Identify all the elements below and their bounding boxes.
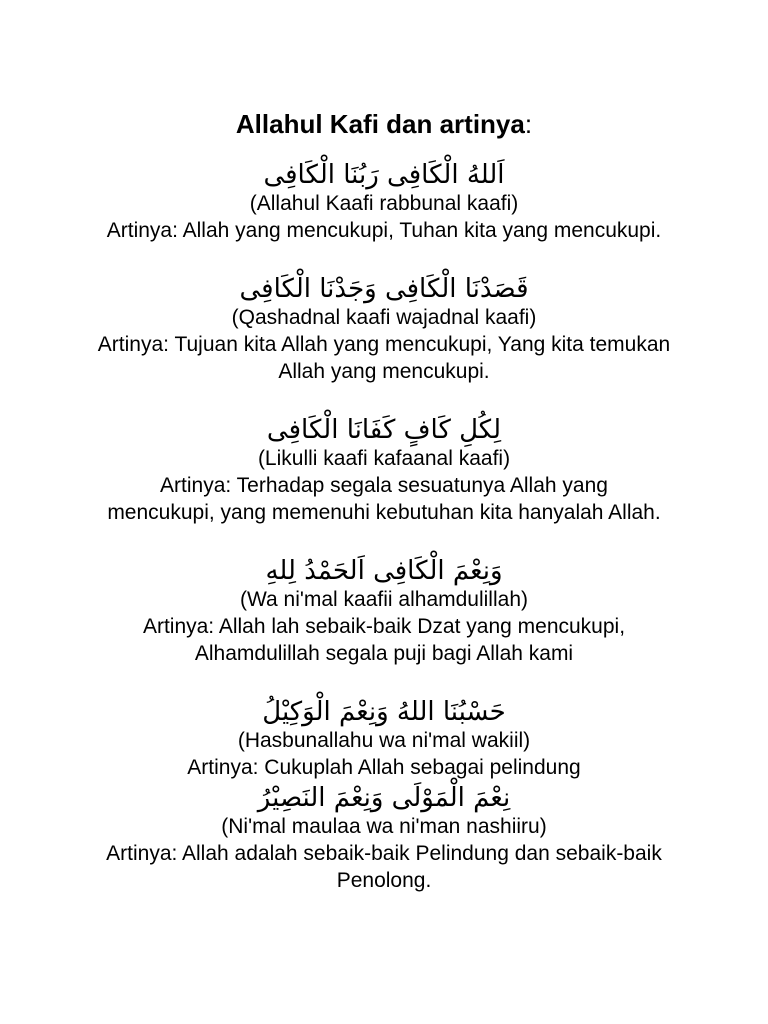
verse-transliteration: (Qashadnal kaafi wajadnal kaafi): [231, 306, 537, 329]
verse-4: [60, 554, 708, 667]
verse-meaning: Artinya: Tujuan kita Allah yang mencukupi, Yang kita temukan Allah yang mencukupi.: [97, 333, 671, 383]
verse-transliteration: (Allahul Kaafi rabbunal kaafi): [249, 192, 519, 215]
verse-2: [60, 272, 708, 385]
verse-3: [60, 413, 708, 526]
verse-arabic: نِعْمَ الْمَوْلَى وَنِعْمَ النَصِيْرُ: [257, 783, 511, 813]
verse-meaning: Artinya: Allah lah sebaik-baik Dzat yang mencukupi, Alhamdulillah segala puji bagi Allah kami: [142, 615, 626, 665]
verse-arabic: قَصَدْنَا الْكَافِى وَجَدْنَا الْكَافِى: [239, 274, 529, 304]
verse-transliteration: (Ni'mal maulaa wa ni'man nashiiru): [221, 815, 547, 838]
verse-6: [60, 781, 708, 894]
verse-5: [60, 695, 708, 781]
verse-arabic: لِكُلِ كَافٍ كَفَانَا الْكَافِى: [266, 415, 502, 445]
verse-meaning: Artinya: Allah yang mencukupi, Tuhan kita yang mencukupi.: [106, 219, 662, 242]
title-text: Allahul Kafi dan artinya: [235, 109, 525, 139]
verse-arabic: اَللهُ الْكَافِى رَبُنَا الْكَافِى: [263, 160, 505, 190]
verse-1: [60, 158, 708, 244]
verse-meaning: Artinya: Allah adalah sebaik-baik Pelindung dan sebaik-baik Penolong.: [106, 842, 662, 892]
title-colon: :: [524, 109, 533, 139]
verse-meaning: Artinya: Cukuplah Allah sebagai pelindung: [187, 756, 581, 779]
verse-arabic: وَنِعْمَ الْكَافِى اَلحَمْدُ لِلهِ: [265, 556, 503, 586]
verse-arabic: حَسْبُنَا اللهُ وَنِعْمَ الْوَكِيْلُ: [262, 697, 506, 727]
document-title: [60, 106, 708, 142]
verse-transliteration: (Wa ni'mal kaafii alhamdulillah): [239, 588, 528, 611]
verse-transliteration: (Likulli kaafi kafaanal kaafi): [257, 447, 511, 470]
verse-transliteration: (Hasbunallahu wa ni'mal wakiil): [237, 729, 531, 752]
verse-meaning: Artinya: Terhadap segala sesuatunya Allah yang mencukupi, yang memenuhi kebutuhan kita hanyalah Allah.: [107, 474, 661, 524]
